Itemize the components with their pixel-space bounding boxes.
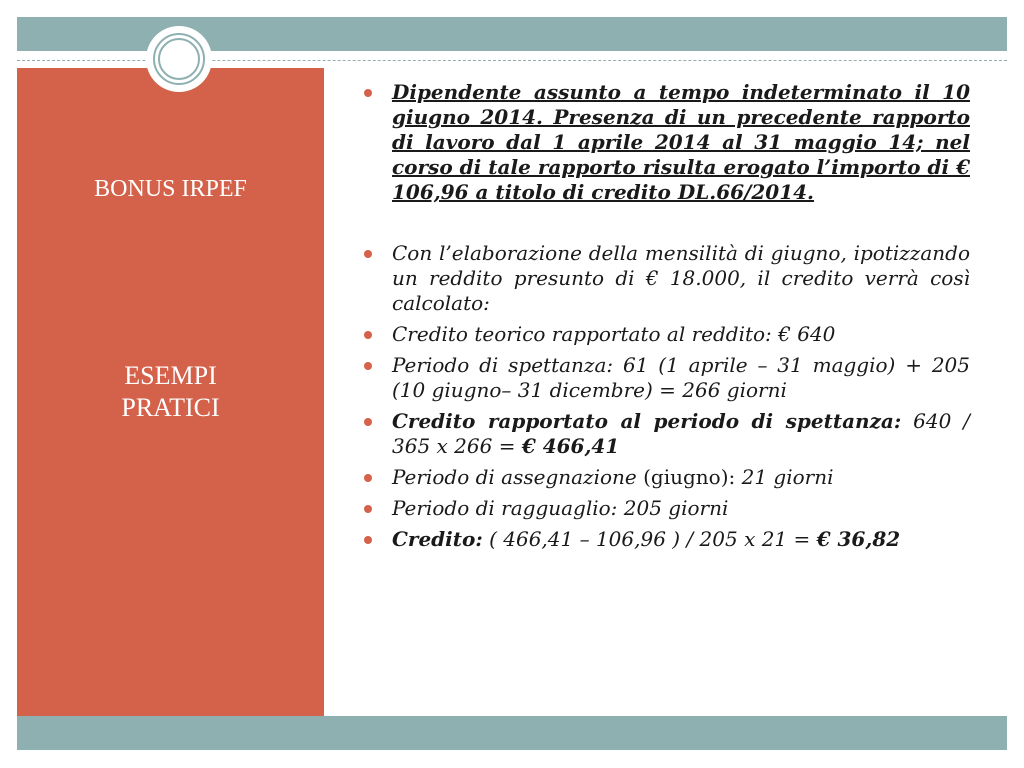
- bullet-8-label: Credito:: [392, 527, 483, 551]
- bullet-dot-icon: [364, 250, 372, 258]
- sidebar-subtitle-line2: PRATICI: [121, 393, 220, 422]
- bullet-dot-icon: [364, 331, 372, 339]
- bullet-item-5: [360, 409, 970, 459]
- sidebar-title: BONUS IRPEF: [94, 176, 247, 202]
- bullet-6-value: 21 giorni: [735, 465, 834, 489]
- bullet-item-6: [360, 465, 970, 490]
- bullet-dot-icon: [364, 362, 372, 370]
- bullet-item-2: [360, 241, 970, 316]
- bullet-5-result: € 466,41: [521, 434, 620, 458]
- bullet-item-8: [360, 527, 970, 552]
- bullet-5-calc: 640 / 365 x 266 =: [392, 409, 970, 458]
- bullet-text-1: Dipendente assunto a tempo indeterminato il 10 giugno 2014. Presenza di un precedente rapporto di lavoro dal 1 aprile 2014 al 31 maggio 14; nel corso di tale rapporto risulta erogato l’importo di € 106,96 a titolo di credito DL.66/2014.: [392, 80, 970, 204]
- sidebar-subtitle: [17, 360, 324, 424]
- bullet-8-calc: ( 466,41 – 106,96 ) / 205 x 21 =: [482, 527, 817, 551]
- bullet-5-label: Credito rapportato al periodo di spettanza:: [392, 409, 902, 433]
- bullet-text-2: Con l’elaborazione della mensilità di giugno, ipotizzando un reddito presunto di € 18.000, il credito verrà così calcolato:: [392, 241, 970, 315]
- bullet-dot-icon: [364, 418, 372, 426]
- bullet-item-7: [360, 496, 970, 521]
- bullet-dot-icon: [364, 536, 372, 544]
- bullet-8-result: € 36,82: [816, 527, 901, 551]
- bullet-item-3: [360, 322, 970, 347]
- bullet-list: [360, 80, 970, 552]
- bullet-dot-icon: [364, 89, 372, 97]
- bullet-text-4: Periodo di spettanza: 61 (1 aprile – 31 maggio) + 205 (10 giugno– 31 dicembre) = 266 giorni: [392, 353, 970, 402]
- bullet-item-4: [360, 353, 970, 403]
- bullet-text-3: Credito teorico rapportato al reddito: € 640: [392, 322, 836, 346]
- bullet-item-1: [360, 80, 970, 205]
- bullet-dot-icon: [364, 474, 372, 482]
- sidebar-subtitle-line1: ESEMPI: [124, 361, 217, 390]
- bullet-text-7: Periodo di ragguaglio: 205 giorni: [392, 496, 729, 520]
- bullet-6-month: (giugno):: [643, 465, 736, 489]
- bottom-band: [17, 716, 1007, 750]
- bullet-6-label: Periodo di assegnazione: [392, 465, 644, 489]
- circle-ring-inner: [158, 38, 200, 80]
- bullet-dot-icon: [364, 505, 372, 513]
